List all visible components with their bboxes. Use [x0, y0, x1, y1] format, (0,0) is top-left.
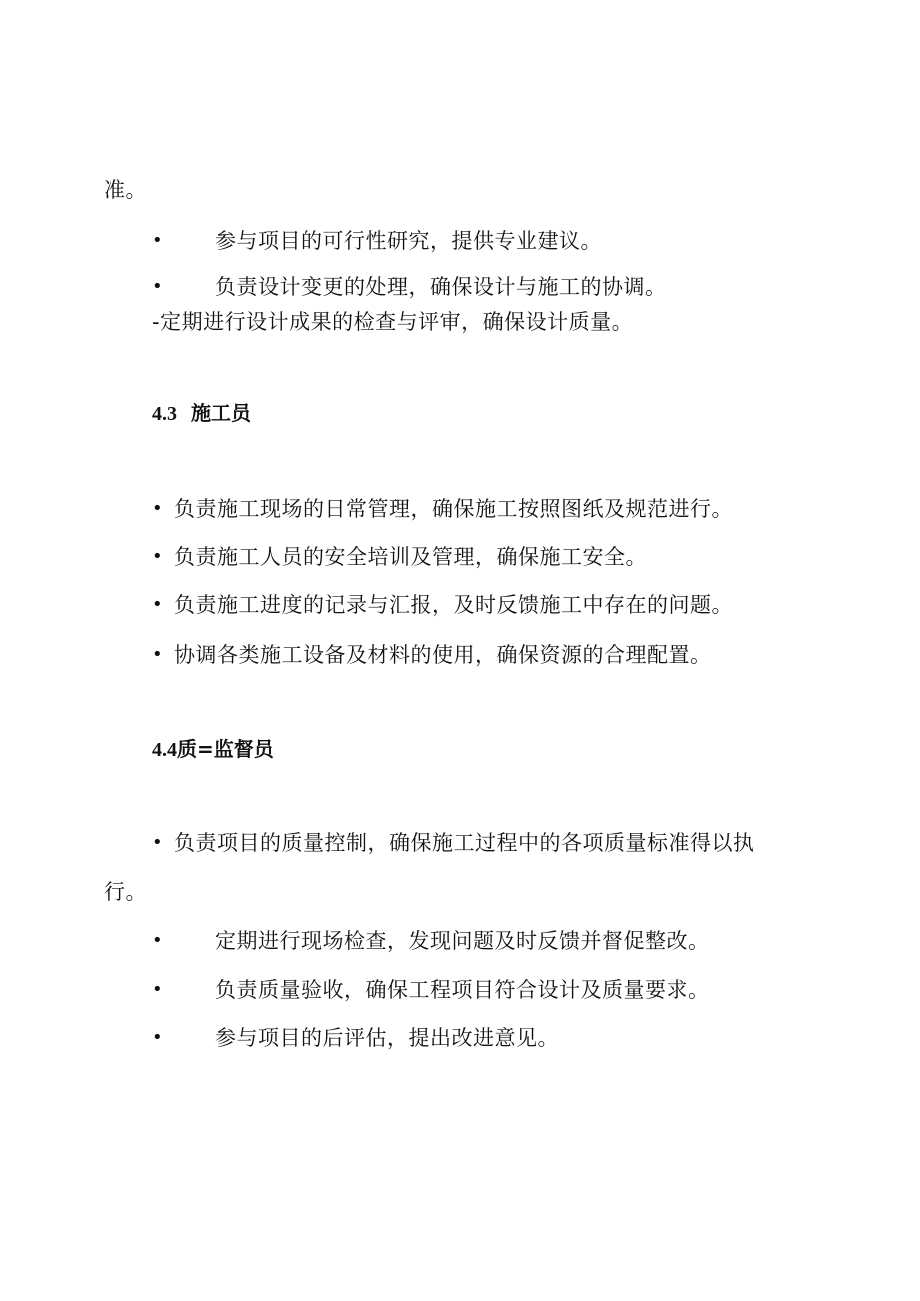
list-item: 定期进行现场检查，发现问题及时反馈并督促整改。	[215, 929, 710, 953]
list-item: 负责设计变更的处理，确保设计与施工的协调。	[215, 275, 667, 299]
bullet-marker: •	[152, 276, 163, 297]
list-item: 负责质量验收，确保工程项目符合设计及质量要求。	[215, 978, 710, 1002]
section-title: 施工员	[191, 401, 251, 425]
section-title: 质=监督员	[177, 737, 274, 761]
bullet-marker: •	[152, 644, 163, 665]
list-item: 负责施工人员的安全培训及管理，确保施工安全。	[174, 545, 647, 569]
list-item: -定期进行设计成果的检查与评审，确保设计质量。	[152, 310, 634, 334]
section-heading	[152, 735, 274, 764]
bullet-marker: •	[152, 546, 163, 567]
section-number: 4.4	[152, 739, 177, 761]
bullet-marker: •	[152, 1027, 163, 1048]
bullet-marker: •	[152, 930, 163, 951]
bullet-marker: •	[152, 498, 163, 519]
list-item: 负责施工进度的记录与汇报，及时反馈施工中存在的问题。	[174, 593, 733, 617]
paragraph-tail: 准。	[104, 178, 147, 202]
list-item: 参与项目的后评估，提出改进意见。	[215, 1026, 559, 1050]
bullet-marker: •	[152, 594, 163, 615]
list-item-continuation: 行。	[104, 880, 147, 904]
section-heading	[152, 399, 251, 428]
bullet-marker: •	[152, 230, 163, 251]
list-item: 参与项目的可行性研究，提供专业建议。	[215, 229, 602, 253]
list-item: 负责项目的质量控制，确保施工过程中的各项质量标准得以执	[174, 831, 755, 855]
list-item: 负责施工现场的日常管理，确保施工按照图纸及规范进行。	[174, 497, 733, 521]
section-number: 4.3	[152, 403, 177, 425]
bullet-marker: •	[152, 832, 163, 853]
bullet-marker: •	[152, 979, 163, 1000]
list-item: 协调各类施工设备及材料的使用，确保资源的合理配置。	[174, 643, 712, 667]
